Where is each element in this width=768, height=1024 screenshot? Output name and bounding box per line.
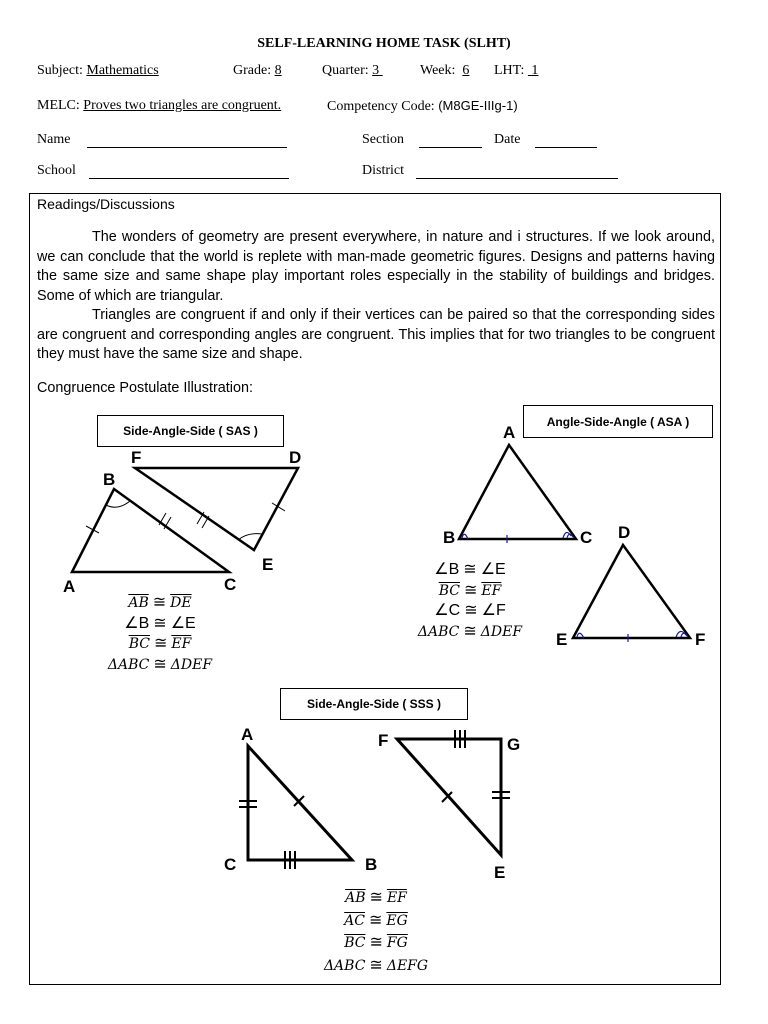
statement: ∠B ≅ ∠E (124, 614, 196, 632)
quarter-label: Quarter: (322, 63, 369, 78)
school-label: School (37, 163, 76, 178)
triangle-efg (397, 739, 501, 855)
asa-statements (405, 560, 535, 642)
tick-marks (239, 730, 510, 869)
statement: $\overline{AB}$ ≅ $\overline{EF}$ (345, 889, 407, 906)
sas-statements (100, 593, 220, 675)
vertex-label: E (262, 555, 274, 574)
triangle-def (573, 545, 690, 638)
lht-label: LHT: (494, 63, 525, 78)
grade-label: Grade: (233, 63, 272, 78)
quarter-value: 3 (372, 63, 380, 78)
sas-title-box: Side-Angle-Side ( SAS ) (97, 415, 284, 447)
angle-e-arc (238, 534, 262, 540)
statement: $\overline{BC}$ ≅ $\overline{FG}$ (344, 934, 408, 951)
section-heading: Readings/Discussions (37, 196, 175, 212)
competency-code-value: (M8GE-IIIg-1) (438, 98, 518, 113)
triangle-abc (459, 445, 576, 539)
illustration-heading: Congruence Postulate Illustration: (37, 380, 253, 396)
angle-b-arc (106, 501, 130, 507)
vertex-label: C (224, 855, 237, 874)
name-label: Name (37, 132, 71, 147)
vertex-label: D (289, 448, 302, 467)
statement: $\overline{BC}$ ≅ $\overline{EF}$ (128, 635, 192, 652)
vertex-label: B (443, 528, 456, 547)
triangle-def (135, 468, 298, 550)
week-label: Week: (420, 63, 456, 78)
vertex-label: A (241, 725, 254, 744)
statement: $\overline{AB}$ ≅ $\overline{DE}$ (128, 594, 192, 611)
subject-label: Subject: (37, 63, 83, 78)
vertex-label: G (507, 735, 521, 754)
sas-diagram (63, 448, 301, 596)
vertex-label: F (695, 630, 706, 649)
sss-title-box: Side-Angle-Side ( SSS ) (280, 688, 468, 720)
vertex-label: A (503, 423, 516, 442)
statement: $\overline{BC}$ ≅ $\overline{EF}$ (438, 581, 502, 599)
statement: $\overline{AC}$ ≅ $\overline{EG}$ (344, 911, 408, 929)
vertex-label: E (494, 863, 506, 882)
grade-value: 8 (274, 63, 282, 78)
paragraph: Triangles are congruent if and only if their vertices can be paired so that the corresponding sides are congruent and corresponding angles are congruent. This implies that for two triangles to be congruent they must have the same size and shape. (37, 307, 715, 362)
date-label: Date (494, 132, 521, 147)
week-value: 6 (462, 63, 470, 78)
vertex-label: A (63, 577, 76, 596)
statement: ΔABC ≅ ΔDEF (417, 622, 523, 640)
vertex-label: E (556, 630, 568, 649)
vertex-label: F (378, 731, 389, 750)
district-label: District (362, 163, 404, 178)
vertex-label: B (365, 855, 378, 874)
page-title: SELF-LEARNING HOME TASK (SLHT) (257, 36, 511, 51)
statement: ΔABC ≅ ΔDEF (107, 655, 213, 673)
lht-value: 1 (531, 63, 539, 78)
vertex-label: F (131, 448, 142, 467)
statement: ΔABC ≅ ΔEFG (323, 956, 429, 974)
subject-value: Mathematics (86, 63, 159, 78)
triangle-abc (248, 746, 352, 860)
vertex-label: C (224, 575, 237, 594)
competency-code-label: Competency Code: (327, 99, 435, 114)
statement: ∠B ≅ ∠E (434, 561, 506, 578)
vertex-label: C (580, 528, 593, 547)
sss-statements (311, 887, 441, 977)
asa-title-box: Angle-Side-Angle ( ASA ) (523, 405, 713, 438)
melc-value: Proves two triangles are congruent. (83, 98, 282, 113)
vertex-label: D (618, 523, 631, 542)
melc-label: MELC: (37, 98, 80, 113)
paragraph: The wonders of geometry are present everywhere, in nature and i structures. If we look around, we can conclude that the world is replete with man-made geometric figures. Designs and patterns having the same size and same shape play important roles especially in the stability of buildings and bridges. Some of which are triangular. (37, 229, 715, 304)
statement: ∠C ≅ ∠F (434, 602, 506, 619)
vertex-label: B (103, 470, 116, 489)
section-label: Section (362, 132, 404, 147)
sss-diagram (224, 725, 520, 882)
triangle-abc (72, 489, 229, 572)
